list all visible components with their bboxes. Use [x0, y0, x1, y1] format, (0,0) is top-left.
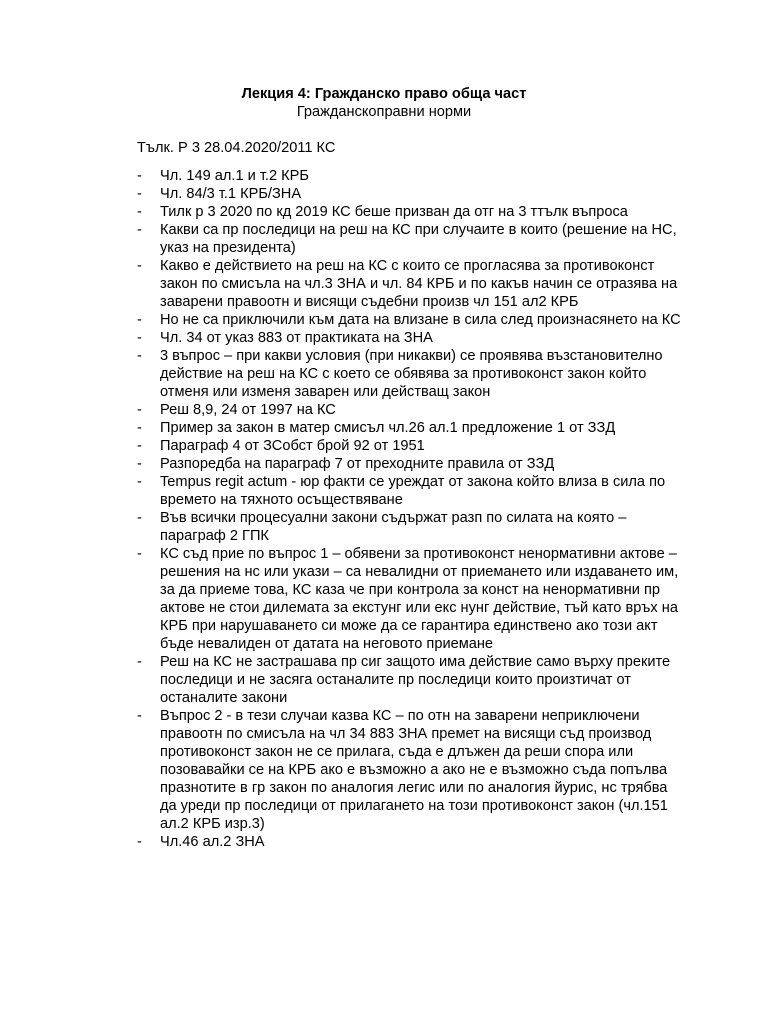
list-item	[137, 221, 682, 257]
list-item	[137, 401, 682, 419]
bullet-dash: -	[137, 456, 142, 472]
bullet-dash: -	[137, 420, 142, 436]
list-item	[137, 203, 682, 221]
list-item-text: Чл.46 ал.2 ЗНА	[160, 834, 265, 850]
list-item	[137, 257, 682, 311]
list-item-text: Тилк р 3 2020 по кд 2019 КС беше призван да отг на 3 ттълк въпроса	[160, 204, 628, 220]
list-item	[137, 419, 682, 437]
bullet-dash: -	[137, 708, 142, 724]
bullet-dash: -	[137, 204, 142, 220]
list-item-text: Разпоредба на параграф 7 от преходните правила от ЗЗД	[160, 456, 555, 472]
bullet-dash: -	[137, 312, 142, 328]
list-item	[137, 311, 682, 329]
page-subtitle: Гражданскоправни норми	[296, 104, 472, 120]
list-item	[137, 167, 682, 185]
list-item-text: Tempus regit actum - юр факти се уреждат от закона който влиза в сила по времето на тяхното осъществяване	[160, 474, 666, 508]
bullet-dash: -	[137, 546, 142, 562]
bullet-dash: -	[137, 258, 142, 274]
list-item	[137, 833, 682, 851]
bullet-dash: -	[137, 474, 142, 490]
list-item-text: Какво е действието на реш на КС с които се прогласява за противоконст закон по смисъла на чл.3 ЗНА и чл. 84 КРБ и по какъв начин се отразява на заварени правоотн и висящи съдебни произв чл 151 ал2 КРБ	[160, 258, 678, 310]
list-item-text: Реш на КС не застрашава пр сиг защото има действие само върху преките последици и не засяга останалите пр последици които произтичат от останалите закони	[160, 654, 671, 706]
list-item-text: Чл. 34 от указ 883 от практиката на ЗНА	[160, 330, 433, 346]
list-item	[137, 509, 682, 545]
list-item-text: Но не са приключили към дата на влизане в сила след произнасянето на КС	[160, 312, 681, 328]
bullet-dash: -	[137, 186, 142, 202]
list-item-text: Въпрос 2 - в тези случаи казва КС – по отн на заварени неприключени правоотн по смисъла на чл 34 883 ЗНА премет на висящи съд производ противоконст закон не се прилага, съда е длъжен да реши спора или позовавайки се на КРБ ако е възможно а ако не е възможно съда попълва празнотите в гр закон по аналогия легис или по аналогия йурис, нс трябва да уреди пр последици от прилагането на този противоконст закон (чл.151 ал.2 КРБ изр.3)	[160, 708, 668, 832]
list-item-text: Пример за закон в матер смисъл чл.26 ал.1 предложение 1 от ЗЗД	[160, 420, 616, 436]
list-item-text: Реш 8,9, 24 от 1997 на КС	[160, 402, 336, 418]
list-item	[137, 545, 682, 653]
bullet-dash: -	[137, 222, 142, 238]
list-item	[137, 185, 682, 203]
list-item	[137, 437, 682, 455]
list-item-text: 3 въпрос – при какви условия (при никакви) се проявява възстановително действие на реш на КС с което се обявява за противоконст закон който отменя или изменя заварен или действащ закон	[160, 348, 663, 400]
list-item	[137, 707, 682, 833]
reference-line: Тълк. Р 3 28.04.2020/2011 КС	[137, 140, 336, 156]
list-item-text: Какви са пр последици на реш на КС при случаите в които (решение на НС, указ на президента)	[160, 222, 677, 256]
bullet-dash: -	[137, 834, 142, 850]
list-item	[137, 329, 682, 347]
bullet-dash: -	[137, 168, 142, 184]
page-title: Лекция 4: Гражданско право обща част	[241, 86, 527, 102]
list-item-text: Във всички процесуални закони съдържат разп по силата на която – параграф 2 ГПК	[160, 510, 627, 544]
list-item	[137, 653, 682, 707]
bullet-dash: -	[137, 654, 142, 670]
list-item-text: КС съд прие по въпрос 1 – обявени за противоконст ненормативни актове – решения на нс или укази – са невалидни от приемането или издаването им, за да приеме това, КС каза че при контрола за конст на ненормативни пр актове не стои дилемата за екстунг или екс нунг действие, тъй като връх на КРБ при нарушаването си може да се гарантира единствено ако този акт бъде невалиден от датата на неговото приемане	[160, 546, 679, 652]
list-item	[137, 455, 682, 473]
bullet-dash: -	[137, 438, 142, 454]
list-item	[137, 473, 682, 509]
list-item	[137, 347, 682, 401]
list-item-text: Чл. 84/3 т.1 КРБ/ЗНА	[160, 186, 302, 202]
list-item-text: Чл. 149 ал.1 и т.2 КРБ	[160, 168, 309, 184]
bullet-dash: -	[137, 330, 142, 346]
bullet-dash: -	[137, 402, 142, 418]
bullet-dash: -	[137, 348, 142, 364]
notes-list	[137, 167, 682, 851]
bullet-dash: -	[137, 510, 142, 526]
list-item-text: Параграф 4 от ЗСобст брой 92 от 1951	[160, 438, 425, 454]
